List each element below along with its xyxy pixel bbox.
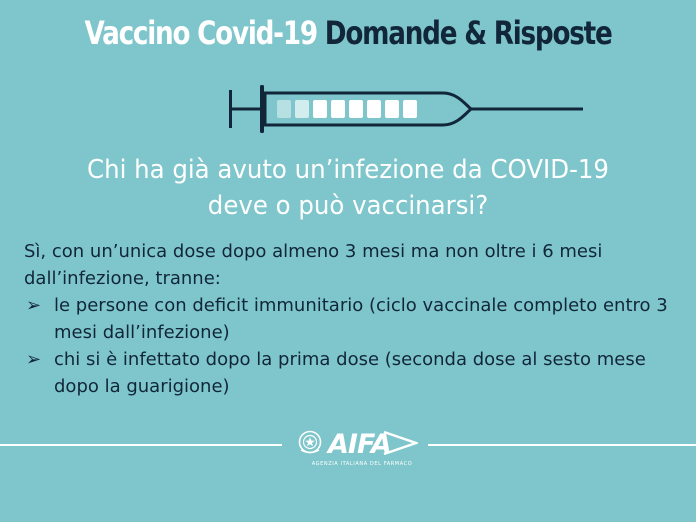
agency-name: AGENZIA ITALIANA DEL FARMACO (311, 461, 413, 467)
list-item (24, 292, 684, 346)
list-item-text: chi si è infettato dopo la prima dose (seconda dose al sesto mese dopo la guarigione) (54, 349, 646, 397)
list-item (24, 346, 684, 400)
question-line-1: Chi ha già avuto un’infezione da COVID-19 (87, 155, 609, 185)
question-line-2: deve o può vaccinarsi? (207, 191, 489, 221)
aifa-logo-text: AIFA (328, 429, 391, 460)
title (63, 14, 634, 52)
syringe-icon (225, 82, 585, 138)
arrow-bullet-icon: ➢ (26, 349, 42, 370)
republic-emblem-icon (297, 428, 323, 456)
title-vaccine-covid: Vaccino Covid-19 (84, 14, 317, 52)
arrow-bullet-icon: ➢ (26, 295, 42, 316)
answer-intro: Sì, con un’unica dose dopo almeno 3 mesi ma non oltre i 6 mesi dall’infezione, tranne: (24, 241, 603, 289)
answer (24, 238, 684, 400)
footer-divider-left (0, 444, 282, 446)
aifa-logo (326, 426, 418, 460)
list-item-text: le persone con deficit immunitario (ciclo vaccinale completo entro 3 mesi dall’infezione) (54, 295, 668, 343)
title-faq: Domande & Risposte (324, 14, 612, 52)
question (21, 152, 675, 224)
footer-divider-right (428, 444, 696, 446)
answer-list (24, 292, 684, 400)
